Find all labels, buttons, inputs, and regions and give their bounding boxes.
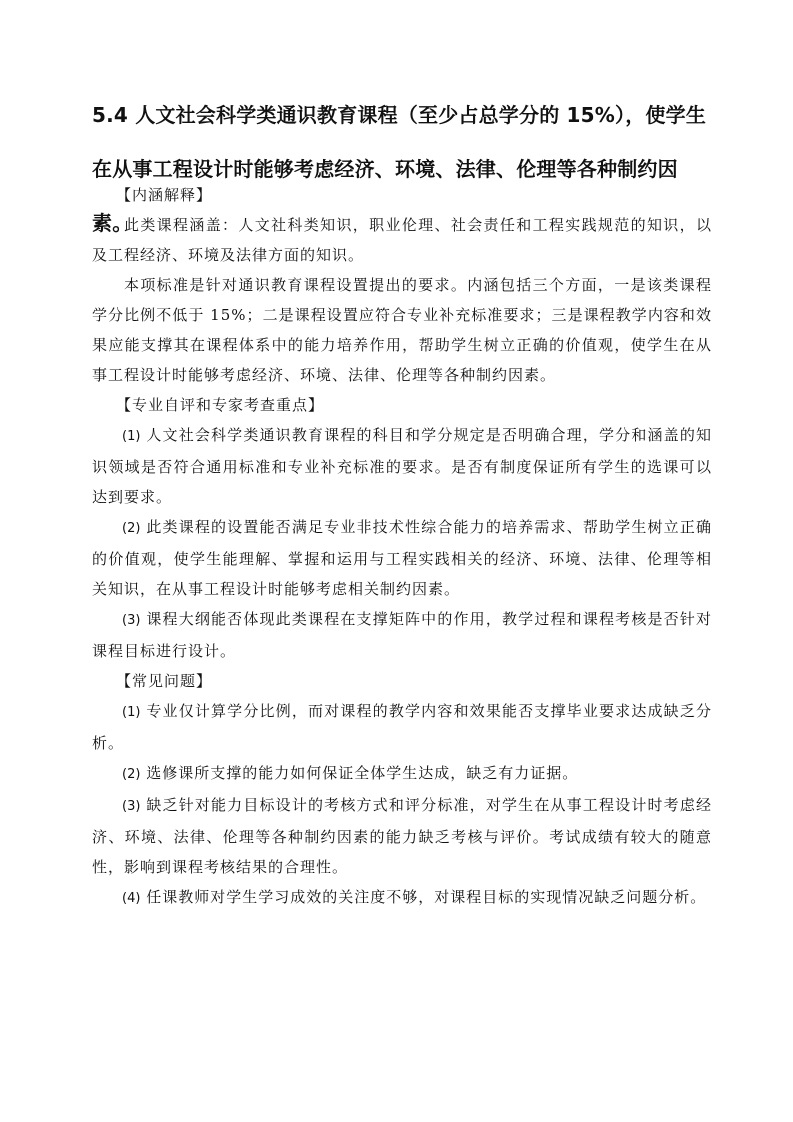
connotation-label: 【内涵解释】 bbox=[116, 186, 213, 204]
review-item bbox=[92, 604, 712, 666]
document-body bbox=[92, 180, 712, 914]
item-text: 选修课所支撑的能力如何保证全体学生达成，缺乏有力证据。 bbox=[146, 764, 579, 782]
item-number: (1) bbox=[122, 705, 141, 720]
item-number: (3) bbox=[122, 799, 141, 814]
item-number: (2) bbox=[122, 521, 141, 536]
item-number: (2) bbox=[122, 767, 141, 782]
issue-item bbox=[92, 882, 712, 914]
item-text: 人文社会科学类通识教育课程的科目和学分规定是否明确合理，学分和涵盖的知识领域是否符合通用标准和专业补充标准的要求。是否有制度保证所有学生的选课可以达到要求。 bbox=[92, 426, 712, 506]
review-item bbox=[92, 512, 712, 604]
section-heading: 5.4 人文社会科学类通识教育课程（至少占总学分的 15%），使学生在从事工程设计时能够考虑经济、环境、法律、伦理等各种制约因素。 bbox=[92, 103, 707, 235]
connotation-paragraph: 此类课程涵盖：人文社科类知识，职业伦理、社会责任和工程实践规范的知识，以及工程经济、环境及法律方面的知识。 bbox=[92, 216, 712, 264]
item-text: 缺乏针对能力目标设计的考核方式和评分标准，对学生在从事工程设计时考虑经济、环境、法律、伦理等各种制约因素的能力缺乏考核与评价。考试成绩有较大的随意性，影响到课程考核结果的合理性。 bbox=[92, 796, 712, 876]
item-text: 任课教师对学生学习成效的关注度不够，对课程目标的实现情况缺乏问题分析。 bbox=[146, 888, 707, 906]
issue-item bbox=[92, 790, 712, 882]
item-text: 此类课程的设置能否满足专业非技术性综合能力的培养需求、帮助学生树立正确的价值观，使学生能理解、掌握和运用与工程实践相关的经济、环境、法律、伦理等相关知识，在从事工程设计时能够考虑相关制约因素。 bbox=[92, 518, 712, 598]
item-number: (1) bbox=[122, 429, 141, 444]
item-number: (3) bbox=[122, 613, 141, 628]
review-label: 【专业自评和专家考查重点】 bbox=[116, 396, 325, 414]
issue-item bbox=[92, 758, 712, 790]
connotation-paragraph: 本项标准是针对通识教育课程设置提出的要求。内涵包括三个方面，一是该类课程学分比例不低于 15%；二是课程设置应符合专业补充标准要求；三是课程教学内容和效果应能支撑其在课程体系中的能力培养作用，帮助学生树立正确的价值观，使学生在从事工程设计时能够考虑经济、环境、法律、伦理等各种制约因素。 bbox=[92, 276, 712, 384]
item-number: (4) bbox=[122, 891, 141, 906]
item-text: 专业仅计算学分比例，而对课程的教学内容和效果能否支撑毕业要求达成缺乏分析。 bbox=[92, 702, 712, 752]
issue-item bbox=[92, 696, 712, 758]
item-text: 课程大纲能否体现此类课程在支撑矩阵中的作用，教学过程和课程考核是否针对课程目标进行设计。 bbox=[92, 610, 712, 660]
issues-label: 【常见问题】 bbox=[116, 672, 213, 690]
review-item bbox=[92, 420, 712, 512]
